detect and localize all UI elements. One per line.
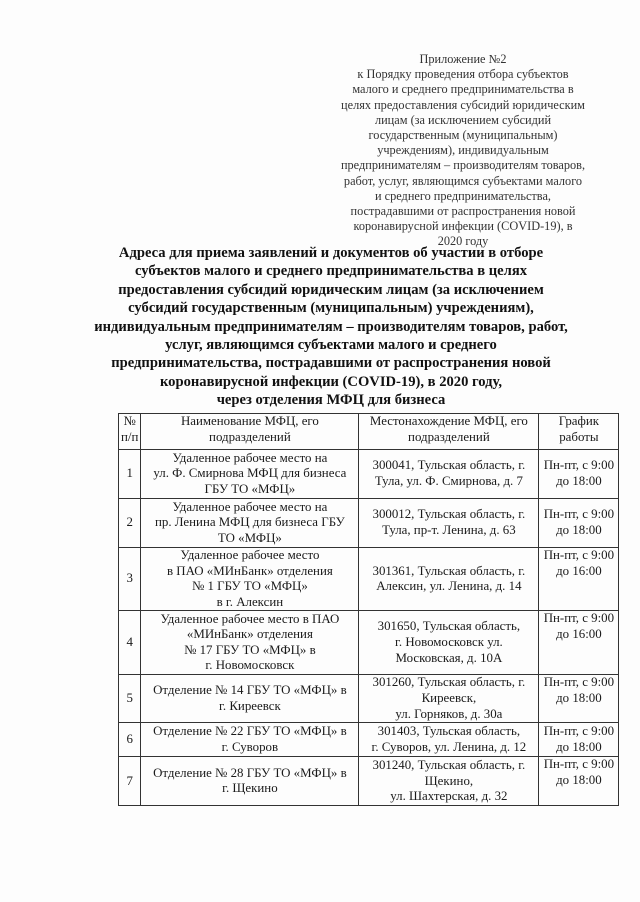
header-name: Наименование МФЦ, его подразделений <box>141 414 359 450</box>
row-name: Удаленное рабочее место на ул. Ф. Смирнова МФЦ для бизнеса ГБУ ТО «МФЦ» <box>141 450 359 499</box>
row-schedule: Пн-пт, с 9:00 до 16:00 <box>539 548 619 611</box>
mfc-address-table <box>118 413 619 806</box>
table-header-row <box>119 414 619 450</box>
row-name: Удаленное рабочее место в ПАО «МИнБанк» отделения № 1 ГБУ ТО «МФЦ» в г. Алексин <box>141 548 359 611</box>
row-address: 301260, Тульская область, г. Киреевск, ул. Горняков, д. 30а <box>359 675 539 723</box>
header-number: № п/п <box>119 414 141 450</box>
row-number: 1 <box>119 450 141 499</box>
appendix-line: коронавирусной инфекции (COVID-19), в <box>353 219 573 234</box>
row-number: 5 <box>119 675 141 723</box>
row-name: Отделение № 28 ГБУ ТО «МФЦ» в г. Щекино <box>141 757 359 806</box>
appendix-line: работ, услуг, являющимся субъектами малого <box>343 173 583 188</box>
appendix-line: и среднего предпринимательства, <box>375 188 551 203</box>
appendix-line: государственным (муниципальным) <box>368 128 558 143</box>
title-line: услуг, являющимся субъектами малого и среднего <box>165 337 497 354</box>
table-row <box>119 548 619 611</box>
header-address: Местонахождение МФЦ, его подразделений <box>359 414 539 450</box>
row-schedule: Пн-пт, с 9:00 до 18:00 <box>539 757 619 806</box>
row-address: 300012, Тульская область, г. Тула, пр-т. Ленина, д. 63 <box>359 499 539 548</box>
row-address: 301650, Тульская область, г. Новомосковск ул. Московская, д. 10А <box>359 611 539 675</box>
title-line: коронавирусной инфекции (COVID-19), в 2020 году, <box>159 373 503 390</box>
table-row <box>119 675 619 723</box>
appendix-note <box>326 52 600 250</box>
row-name: Удаленное рабочее место в ПАО «МИнБанк» отделения № 17 ГБУ ТО «МФЦ» в г. Новомосковск <box>141 611 359 675</box>
title-line: предпринимательства, пострадавшими от распространения новой <box>111 355 551 372</box>
appendix-line: учреждениям), индивидуальным <box>377 143 549 158</box>
row-number: 4 <box>119 611 141 675</box>
row-address: 301240, Тульская область, г. Щекино, ул. Шахтерская, д. 32 <box>359 757 539 806</box>
row-number: 7 <box>119 757 141 806</box>
table-row <box>119 499 619 548</box>
title-line: субсидий государственным (муниципальным) учреждениям), <box>128 300 534 317</box>
appendix-line: пострадавшими от распространения новой <box>350 204 576 219</box>
row-schedule: Пн-пт, с 9:00 до 18:00 <box>539 675 619 723</box>
appendix-line: Приложение №2 <box>419 52 507 66</box>
appendix-line: к Порядку проведения отбора субъектов <box>357 67 569 82</box>
row-schedule: Пн-пт, с 9:00 до 18:00 <box>539 723 619 757</box>
row-address: 300041, Тульская область, г. Тула, ул. Ф. Смирнова, д. 7 <box>359 450 539 499</box>
table-row <box>119 450 619 499</box>
title-line: предоставления субсидий юридическим лицам (за исключением <box>118 281 544 298</box>
row-number: 2 <box>119 499 141 548</box>
document-title <box>76 244 586 410</box>
row-number: 6 <box>119 723 141 757</box>
row-schedule: Пн-пт, с 9:00 до 18:00 <box>539 450 619 499</box>
row-name: Удаленное рабочее место на пр. Ленина МФЦ для бизнеса ГБУ ТО «МФЦ» <box>141 499 359 548</box>
row-name: Отделение № 14 ГБУ ТО «МФЦ» в г. Киреевск <box>141 675 359 723</box>
appendix-line: лицам (за исключением субсидий <box>374 112 552 127</box>
title-line: индивидуальным предпринимателям – производителям товаров, работ, <box>94 318 568 335</box>
table-row <box>119 757 619 806</box>
appendix-line: целях предоставления субсидий юридическим <box>341 97 585 112</box>
title-line: Адреса для приема заявлений и документов об участии в отборе <box>118 245 544 261</box>
row-address: 301403, Тульская область, г. Суворов, ул. Ленина, д. 12 <box>359 723 539 757</box>
row-schedule: Пн-пт, с 9:00 до 18:00 <box>539 499 619 548</box>
row-name: Отделение № 22 ГБУ ТО «МФЦ» в г. Суворов <box>141 723 359 757</box>
header-schedule: График работы <box>539 414 619 450</box>
table-row <box>119 611 619 675</box>
row-schedule: Пн-пт, с 9:00 до 16:00 <box>539 611 619 675</box>
appendix-line: 2020 году <box>437 234 489 249</box>
table-row <box>119 723 619 757</box>
title-line: субъектов малого и среднего предпринимательства в целях <box>134 263 528 280</box>
row-number: 3 <box>119 548 141 611</box>
row-address: 301361, Тульская область, г. Алексин, ул. Ленина, д. 14 <box>359 548 539 611</box>
title-line: через отделения МФЦ для бизнеса <box>216 392 446 409</box>
appendix-line: предпринимателям – производителям товаров, <box>340 158 586 173</box>
appendix-line: малого и среднего предпринимательства в <box>352 82 574 97</box>
